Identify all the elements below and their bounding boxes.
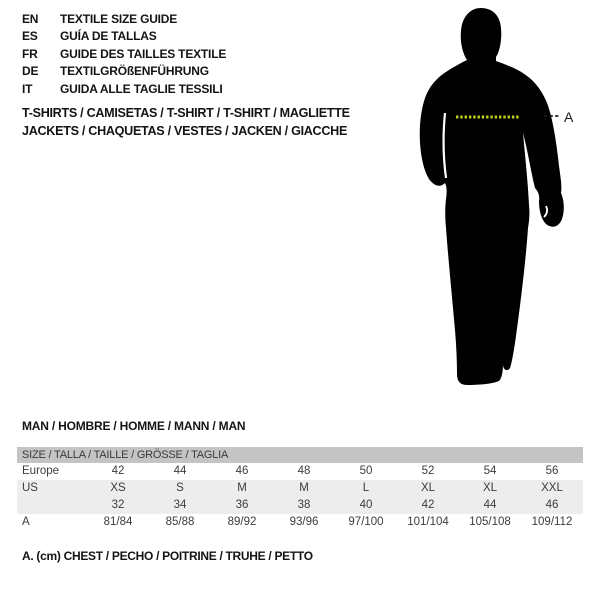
- size-cell: S: [176, 482, 184, 494]
- size-cell: 42: [111, 465, 125, 477]
- man-silhouette-svg: [400, 0, 600, 400]
- language-row: [22, 46, 226, 63]
- section-title: MAN / HOMBRE / HOMME / MANN / MAN: [22, 419, 246, 433]
- size-table: [17, 447, 583, 531]
- size-cell: XXL: [541, 482, 563, 494]
- language-row: [22, 28, 226, 45]
- size-cell: 44: [173, 465, 187, 477]
- table-row: [17, 514, 583, 531]
- size-cell: 32: [111, 499, 125, 511]
- size-cell: 109/112: [531, 516, 573, 528]
- language-guide-block: [22, 11, 226, 98]
- size-cell: 52: [421, 465, 435, 477]
- language-text: GUÍA DE TALLAS: [60, 29, 157, 44]
- size-cell: 97/100: [348, 516, 384, 528]
- size-cell: 46: [545, 499, 559, 511]
- size-cell: 34: [173, 499, 187, 511]
- figure-area: [400, 0, 600, 400]
- language-text: TEXTILE SIZE GUIDE: [60, 12, 178, 26]
- size-cell: XL: [482, 482, 498, 494]
- size-cell: 93/96: [289, 516, 319, 528]
- product-type-line: JACKETS / CHAQUETAS / VESTES / JACKEN / GIACCHE: [22, 124, 348, 138]
- man-silhouette: [420, 8, 564, 385]
- size-cell: 81/84: [103, 516, 133, 528]
- size-cell: L: [362, 482, 370, 494]
- size-cell: XL: [420, 482, 436, 494]
- size-cell: 89/92: [227, 516, 257, 528]
- size-cell: 50: [359, 465, 373, 477]
- language-code: DE: [22, 64, 39, 79]
- product-type-line: T-SHIRTS / CAMISETAS / T-SHIRT / T-SHIRT / MAGLIETTE: [22, 106, 350, 120]
- table-row: [17, 463, 583, 480]
- language-row: [22, 11, 226, 28]
- product-types-block: [22, 104, 350, 140]
- size-table-header: SIZE / TALLA / TAILLE / GRÖSSE / TAGLIA: [17, 447, 583, 463]
- size-cell: M: [299, 482, 309, 494]
- row-label: US: [22, 482, 38, 494]
- size-cell: 105/108: [469, 516, 511, 528]
- size-cell: XS: [110, 482, 126, 494]
- size-cell: 38: [297, 499, 311, 511]
- language-code: ES: [22, 29, 38, 44]
- row-label: A: [22, 516, 30, 528]
- size-cell: 85/88: [165, 516, 195, 528]
- language-code: EN: [22, 12, 39, 26]
- size-cell: 54: [483, 465, 497, 477]
- language-row: [22, 81, 226, 98]
- size-cell: 48: [297, 465, 311, 477]
- size-cell: 44: [483, 499, 497, 511]
- language-text: GUIDA ALLE TAGLIE TESSILI: [60, 81, 223, 96]
- language-row: [22, 63, 226, 80]
- size-cell: 36: [235, 499, 249, 511]
- size-cell: 42: [421, 499, 435, 511]
- language-text: GUIDE DES TAILLES TEXTILE: [60, 46, 227, 61]
- row-label: Europe: [22, 465, 60, 477]
- footnote: A. (cm) CHEST / PECHO / POITRINE / TRUHE / PETTO: [22, 549, 313, 563]
- size-cell: 56: [545, 465, 559, 477]
- size-cell: 101/104: [407, 516, 449, 528]
- size-cell: 40: [359, 499, 373, 511]
- size-cell: M: [237, 482, 247, 494]
- language-code: IT: [22, 81, 33, 96]
- table-row: [17, 497, 583, 514]
- measure-label: A: [564, 109, 574, 125]
- language-text: TEXTILGRÖßENFÜHRUNG: [60, 64, 209, 79]
- size-cell: 46: [235, 465, 249, 477]
- language-code: FR: [22, 46, 38, 61]
- table-row: [17, 480, 583, 497]
- size-table-rows: [17, 463, 583, 531]
